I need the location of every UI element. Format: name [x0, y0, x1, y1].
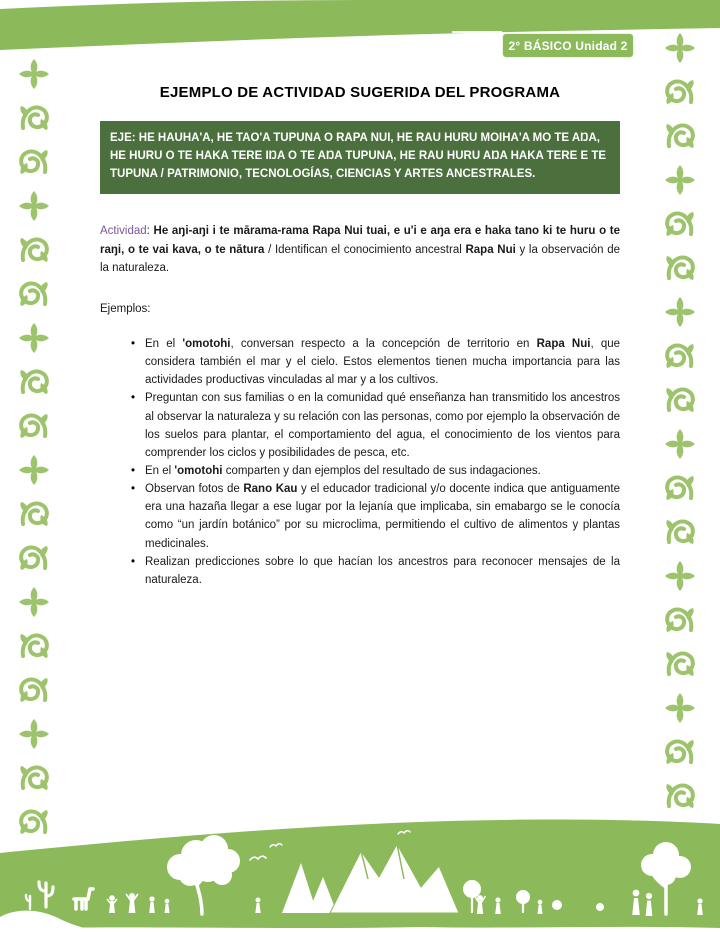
- unit-badge-label: 2° BÁSICO Unidad 2: [508, 38, 628, 53]
- activity-paragraph: Actividad: He aŋi-aŋi i te mārama-rama Rapa Nui tuai, e u'i e aŋa era e haka tano ki te huru o te raŋi, o te vai kava, o te nātura / Identifican el conocimiento ancestral Rapa Nui y la observación de la naturaleza.: [100, 225, 620, 274]
- koru-pattern-left-icon: [18, 56, 50, 848]
- eje-text: EJE: HE HAUHA'A, HE TAO'A TUPUNA O RAPA NUI, HE RAU HURU MOIHA'A MO TE AŊA, HE HURU O TE HAKA TERE IŊA O TE AŊA TUPUNA, HE RAU HURU AŊA HAKA TERE E TE TUPUNA / PATRIMONIO, TECNOLOGÍAS, CIENCIAS Y ARTES ANCESTRALES.: [110, 132, 607, 180]
- landscape-silhouette-footer-icon: [0, 817, 720, 932]
- list-item: • Preguntan con sus familias o en la comunidad qué enseñanza han transmitido los ancestros al observar la naturaleza y su relación con las personas, como por ejemplo la observación de los suelos para plantar, el comportamiento del agua, el conocimiento de los vientos para comprender los ciclos y posibilidades de pesca, etc.: [145, 389, 620, 462]
- band-divider-line: [452, 31, 502, 33]
- list-item: • En el 'omotohi comparten y dan ejemplos del resultado de sus indagaciones.: [145, 462, 620, 480]
- unit-badge: [502, 33, 634, 58]
- koru-pattern-right-icon: [664, 30, 696, 822]
- examples-list: [100, 335, 620, 589]
- page-title: EJEMPLO DE ACTIVIDAD SUGERIDA DEL PROGRAMA: [159, 84, 561, 101]
- list-item: • Realizan predicciones sobre lo que hacían los ancestros para reconocer mensajes de la naturaleza.: [145, 553, 620, 589]
- list-item: • Observan fotos de Rano Kau y el educador tradicional y/o docente indica que antiguamente era una hazaña llegar a ese lugar por la lejanía que implicaba, sin emabargo se le conocía como “un jardín botánico” por su microclima, permitiendo el cultivo de alimentos y plantas medicinales.: [145, 480, 620, 553]
- list-item: • En el 'omotohi, conversan respecto a la concepción de territorio en Rapa Nui, que considera también el mar y el cielo. Estos elementos tienen mucha importancia para las actividades productivas vinculadas al mar y a los cultivos.: [145, 335, 620, 389]
- eje-heading-box: [100, 121, 620, 194]
- examples-heading: Ejemplos:: [100, 302, 151, 315]
- document-content: [100, 84, 620, 589]
